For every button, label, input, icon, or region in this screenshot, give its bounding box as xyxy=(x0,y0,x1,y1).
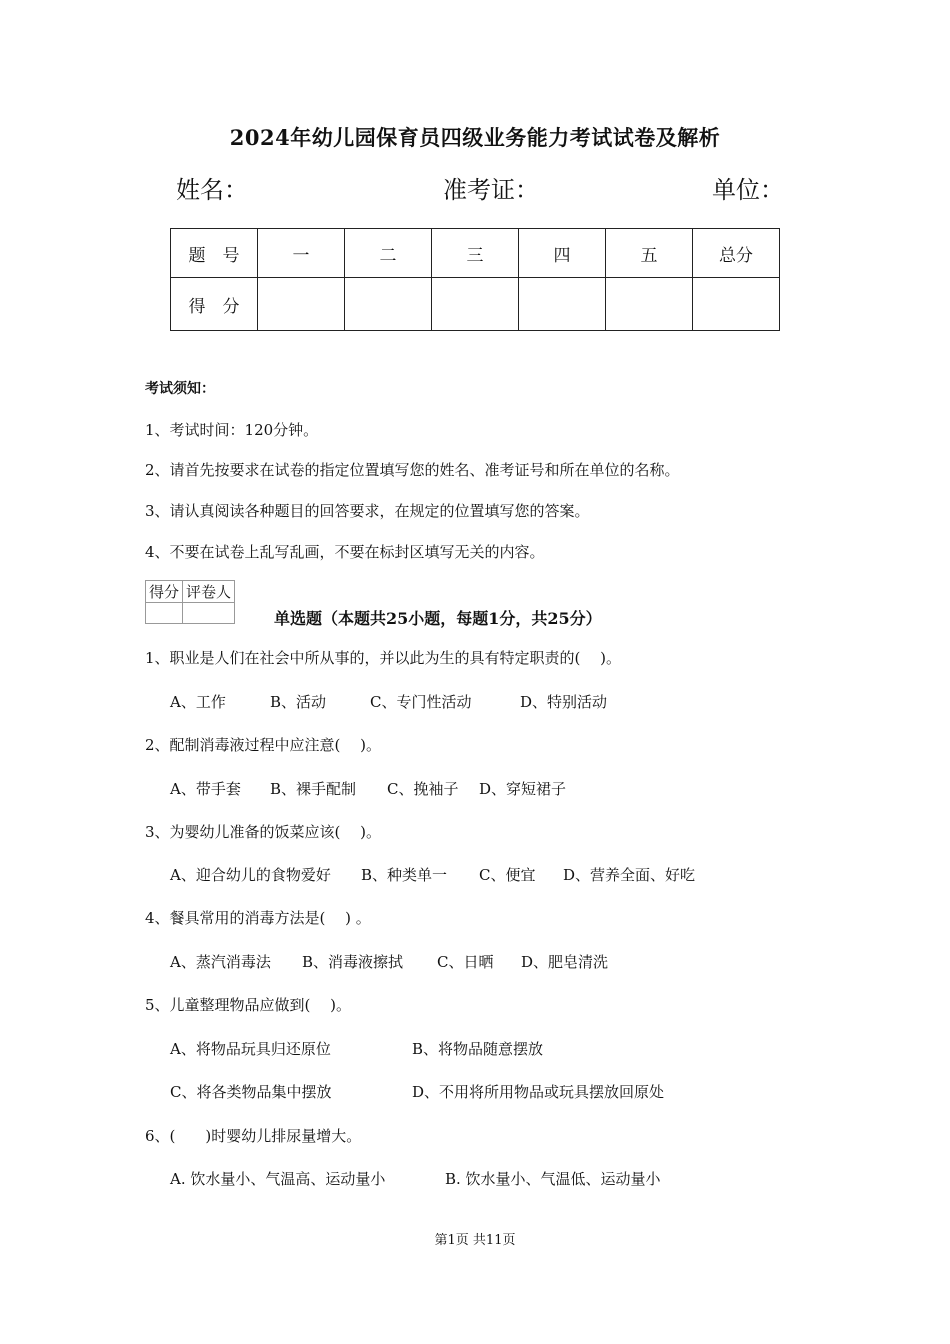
question-stem: 5、儿童整理物品应做到( )。 xyxy=(145,996,352,1014)
score-table-header-cell: 三 xyxy=(432,229,519,278)
grader-name-cell[interactable] xyxy=(183,603,235,624)
question-option: D、营养全面、好吃 xyxy=(563,866,696,884)
question-option: D、不用将所用物品或玩具摆放回原处 xyxy=(412,1083,665,1101)
score-table xyxy=(170,228,780,331)
question-option: C、挽袖子 xyxy=(387,780,459,798)
question-option: C、将各类物品集中摆放 xyxy=(170,1083,332,1101)
document-title: 2024年幼儿园保育员四级业务能力考试试卷及解析 xyxy=(229,125,721,150)
question-option: A、将物品玩具归还原位 xyxy=(170,1040,331,1058)
question-option: B、种类单一 xyxy=(361,866,448,884)
question-option: A. 饮水量小、气温高、运动量小 xyxy=(170,1170,386,1188)
grader-name-label: 评卷人 xyxy=(183,581,235,603)
question-option: C、专门性活动 xyxy=(370,693,472,711)
score-table-header-cell: 一 xyxy=(258,229,345,278)
grader-score-label: 得分 xyxy=(146,581,183,603)
question-option: A、带手套 xyxy=(170,780,241,798)
question-stem: 2、配制消毒液过程中应注意( )。 xyxy=(145,736,382,754)
score-cell[interactable] xyxy=(606,278,693,331)
question-option: B、消毒液擦拭 xyxy=(302,953,404,971)
score-cell[interactable] xyxy=(258,278,345,331)
question-option: D、肥皂清洗 xyxy=(521,953,609,971)
question-option: B、将物品随意摆放 xyxy=(412,1040,544,1058)
score-table-header-cell: 五 xyxy=(606,229,693,278)
question-stem: 6、( )时婴幼儿排尿量增大。 xyxy=(145,1127,362,1145)
question-option: D、特别活动 xyxy=(520,693,608,711)
question-stem: 3、为婴幼儿准备的饭菜应该( )。 xyxy=(145,823,382,841)
notice-item: 3、请认真阅读各种题目的回答要求，在规定的位置填写您的答案。 xyxy=(145,502,590,520)
notice-item: 4、不要在试卷上乱写乱画，不要在标封区填写无关的内容。 xyxy=(145,543,545,561)
unit-field-label: 单位： xyxy=(712,176,784,204)
score-table-header-cell: 总分 xyxy=(693,229,780,278)
grader-box xyxy=(145,580,235,624)
exam-id-field-label: 准考证： xyxy=(443,176,539,204)
notice-title: 考试须知： xyxy=(145,381,215,397)
page-footer: 第1页 共11页 xyxy=(434,1233,516,1248)
notice-item: 2、请首先按要求在试卷的指定位置填写您的姓名、准考证号和所在单位的名称。 xyxy=(145,461,680,479)
question-option: B、裸手配制 xyxy=(270,780,357,798)
question-option: B、活动 xyxy=(270,693,327,711)
notice-item: 1、考试时间：120分钟。 xyxy=(145,421,319,439)
section-title: 单选题（本题共25小题，每题1分，共25分） xyxy=(274,609,602,628)
question-option: A、迎合幼儿的食物爱好 xyxy=(170,866,331,884)
question-option: A、工作 xyxy=(170,693,226,711)
score-table-header-row xyxy=(171,229,780,278)
question-option: B. 饮水量小、气温低、运动量小 xyxy=(445,1170,661,1188)
question-option: C、便宜 xyxy=(479,866,536,884)
score-table-header-cell: 二 xyxy=(345,229,432,278)
score-cell[interactable] xyxy=(432,278,519,331)
score-table-header-cell: 四 xyxy=(519,229,606,278)
question-option: C、日晒 xyxy=(437,953,494,971)
question-option: D、穿短裙子 xyxy=(479,780,567,798)
score-table-score-row xyxy=(171,278,780,331)
question-stem: 4、餐具常用的消毒方法是( ) 。 xyxy=(145,909,371,927)
score-cell[interactable] xyxy=(519,278,606,331)
grader-score-cell[interactable] xyxy=(146,603,183,624)
score-row-label: 得 分 xyxy=(171,278,258,331)
score-cell[interactable] xyxy=(693,278,780,331)
score-cell[interactable] xyxy=(345,278,432,331)
score-table-header-cell: 题 号 xyxy=(171,229,258,278)
question-option: A、蒸汽消毒法 xyxy=(170,953,271,971)
question-stem: 1、职业是人们在社会中所从事的，并以此为生的具有特定职责的( )。 xyxy=(145,649,622,667)
name-field-label: 姓名： xyxy=(176,176,248,204)
